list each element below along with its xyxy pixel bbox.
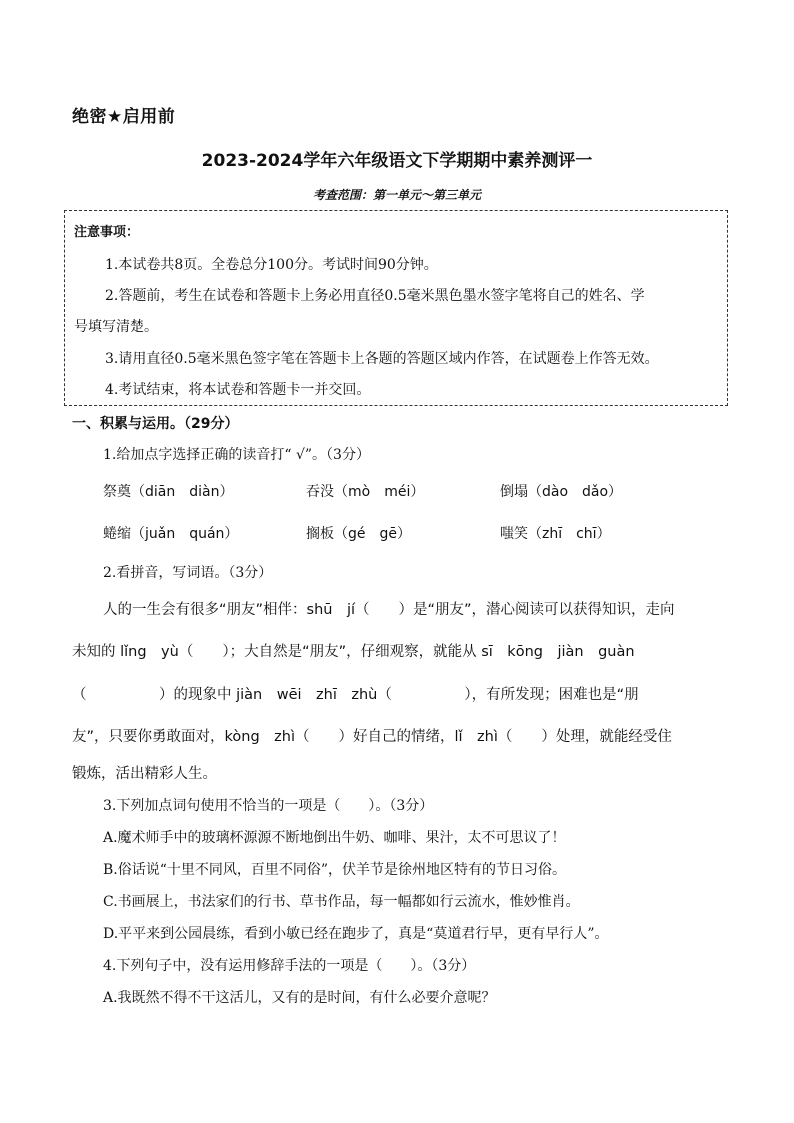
- pinyin-choice: 嗤笑（zhī chī）: [500, 526, 611, 542]
- section-1-heading: 一、积累与运用。（29分）: [72, 416, 239, 432]
- pinyin-choice: 倒塌（dào dǎo）: [500, 484, 623, 500]
- notice-item-3: 3.请用直径0.5毫米黑色签字笔在答题卡上各题的答题区域内作答，在试题卷上作答无效。: [105, 351, 659, 367]
- question-3-option: D.平平来到公园晨练，看到小敏已经在跑步了，真是“莫道君行早，更有早行人”。: [103, 926, 609, 942]
- question-4-stem: 4.下列句子中，没有运用修辞手法的一项是（ ）。（3分）: [103, 958, 476, 974]
- question-3-stem: 3.下列加点词句使用不恰当的一项是（ ）。（3分）: [103, 798, 434, 814]
- pinyin-choice: 搁板（gé gē）: [306, 526, 411, 542]
- question-2-line: 人的一生会有很多“朋友”相伴：shū jí（ ）是“朋友”，潜心阅读可以获得知识，走向: [103, 602, 675, 618]
- question-3-option: A.魔术师手中的玻璃杯源源不断地倒出牛奶、咖啡、果汁，太不可思议了！: [103, 830, 566, 846]
- notice-heading: 注意事项：: [74, 225, 140, 240]
- question-4-option: A.我既然不得不干这活儿，又有的是时间，有什么必要介意呢？: [103, 990, 496, 1006]
- notice-item-2a: 2.答题前，考生在试卷和答题卡上务必用直径0.5毫米黑色墨水签字笔将自己的姓名、学: [105, 288, 645, 304]
- pinyin-choice: 蜷缩（juǎn quán）: [103, 526, 239, 542]
- question-1-stem: 1.给加点字选择正确的读音打“ √”。（3分）: [103, 447, 370, 463]
- exam-title: 2023-2024学年六年级语文下学期期中素养测评一: [201, 151, 593, 171]
- exam-scope: 考查范围：第一单元～第三单元: [312, 188, 481, 202]
- notice-item-4: 4.考试结束，将本试卷和答题卡一并交回。: [105, 382, 371, 398]
- pinyin-choice: 吞没（mò méi）: [306, 484, 425, 500]
- pinyin-choice: 祭奠（diān diàn）: [103, 484, 234, 500]
- question-2-line: 锻炼，活出精彩人生。: [72, 766, 217, 782]
- question-2-line: 友”，只要你勇敢面对，kòng zhì（ ）好自己的情绪，lǐ zhì（ ）处理，就能经受住: [72, 729, 672, 745]
- notice-item-1: 1.本试卷共8页。全卷总分100分。考试时间90分钟。: [105, 257, 438, 273]
- question-2-stem: 2.看拼音，写词语。（3分）: [103, 565, 273, 581]
- question-3-option: C.书画展上，书法家们的行书、草书作品，每一幅都如行云流水，惟妙惟肖。: [103, 894, 580, 910]
- notice-item-2b: 号填写清楚。: [74, 319, 158, 335]
- question-2-line: （ ）的现象中 jiàn wēi zhī zhù（ ），有所发现；困难也是“朋: [72, 687, 639, 703]
- question-3-option: B.俗话说“十里不同风，百里不同俗”，伏羊节是徐州地区特有的节日习俗。: [103, 862, 567, 878]
- confidential-label: 绝密★启用前: [72, 107, 176, 127]
- question-2-line: 未知的 lǐng yù（ ）；大自然是“朋友”，仔细观察，就能从 sī kōng jiàn guàn: [72, 644, 635, 660]
- notice-box: [64, 210, 728, 406]
